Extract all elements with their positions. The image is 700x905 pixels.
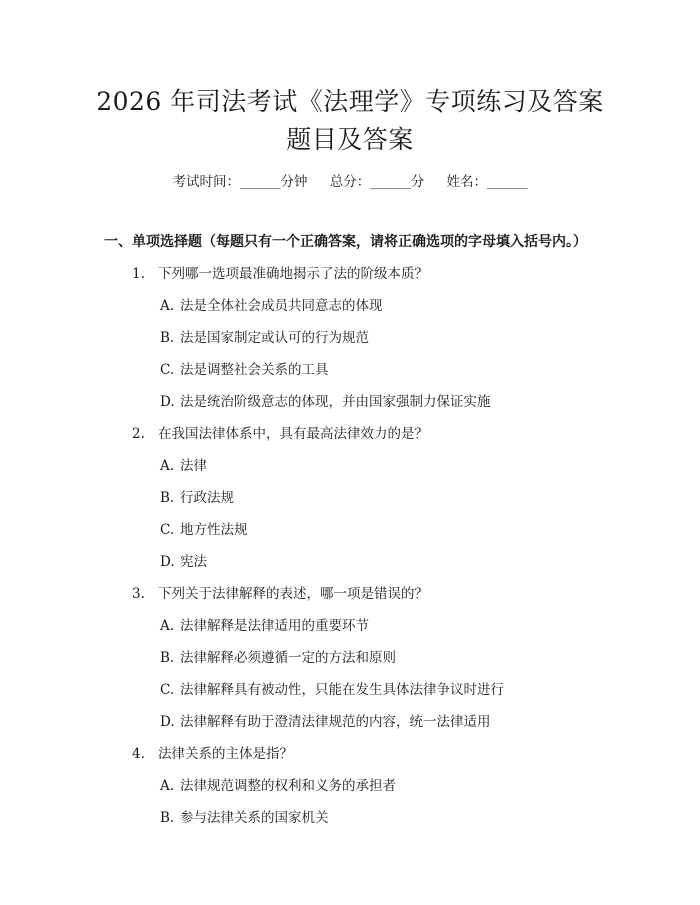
question bbox=[132, 582, 428, 602]
option-letter: A. bbox=[160, 778, 175, 794]
option-letter: A. bbox=[160, 298, 175, 314]
option bbox=[160, 518, 248, 538]
option bbox=[160, 454, 207, 474]
question-text: 下列关于法律解释的表述，哪一项是错误的？ bbox=[158, 586, 428, 602]
option-text: 法律 bbox=[180, 458, 207, 474]
option bbox=[160, 358, 329, 378]
option bbox=[160, 614, 369, 634]
exam-score: 总分：______分 bbox=[329, 174, 425, 190]
option bbox=[160, 326, 369, 346]
question-text: 在我国法律体系中，具有最高法律效力的是？ bbox=[158, 426, 428, 442]
question-text: 法律关系的主体是指？ bbox=[158, 746, 293, 762]
option-letter: C. bbox=[160, 522, 175, 538]
question-number: 4. bbox=[132, 746, 145, 762]
option-text: 法是国家制定或认可的行为规范 bbox=[180, 330, 369, 346]
question bbox=[132, 742, 293, 762]
option bbox=[160, 678, 504, 698]
exam-meta bbox=[0, 170, 700, 190]
option bbox=[160, 390, 491, 410]
document-title-line-2: 题目及答案 bbox=[286, 125, 414, 154]
option bbox=[160, 550, 207, 570]
option-text: 地方性法规 bbox=[180, 522, 248, 538]
option bbox=[160, 774, 396, 794]
option bbox=[160, 486, 234, 506]
option-letter: D. bbox=[160, 394, 175, 410]
option-text: 法律解释是法律适用的重要环节 bbox=[180, 618, 369, 634]
exam-time: 考试时间：______分钟 bbox=[172, 174, 308, 190]
option bbox=[160, 294, 383, 314]
option-letter: C. bbox=[160, 362, 175, 378]
document-title-line-1: 2026 年司法考试《法理学》专项练习及答案 bbox=[96, 87, 604, 116]
option-text: 法律规范调整的权利和义务的承担者 bbox=[180, 778, 396, 794]
option-text: 法是调整社会关系的工具 bbox=[180, 362, 329, 378]
option-letter: D. bbox=[160, 554, 175, 570]
option bbox=[160, 646, 396, 666]
option bbox=[160, 806, 329, 826]
option-text: 法律解释有助于澄清法律规范的内容，统一法律适用 bbox=[180, 714, 491, 730]
option-letter: C. bbox=[160, 682, 175, 698]
option-text: 法律解释必须遵循一定的方法和原则 bbox=[180, 650, 396, 666]
question-number: 3. bbox=[132, 586, 145, 602]
option-text: 法律解释具有被动性，只能在发生具体法律争议时进行 bbox=[180, 682, 504, 698]
question-text: 下列哪一选项最准确地揭示了法的阶级本质？ bbox=[158, 266, 428, 282]
option-letter: A. bbox=[160, 618, 175, 634]
option-letter: B. bbox=[160, 490, 175, 506]
option-letter: B. bbox=[160, 330, 175, 346]
option-letter: D. bbox=[160, 714, 175, 730]
option-text: 法是全体社会成员共同意志的体现 bbox=[180, 298, 383, 314]
section-title: 一、单项选择题（每题只有一个正确答案，请将正确选项的字母填入括号内。） bbox=[104, 234, 587, 250]
option-letter: A. bbox=[160, 458, 175, 474]
option-text: 参与法律关系的国家机关 bbox=[180, 810, 329, 826]
option-letter: B. bbox=[160, 810, 175, 826]
question bbox=[132, 262, 428, 282]
question bbox=[132, 422, 428, 442]
exam-name: 姓名：______ bbox=[446, 174, 528, 190]
option-letter: B. bbox=[160, 650, 175, 666]
option-text: 宪法 bbox=[180, 554, 207, 570]
option-text: 行政法规 bbox=[180, 490, 234, 506]
question-number: 1. bbox=[132, 266, 145, 282]
question-number: 2. bbox=[132, 426, 145, 442]
option-text: 法是统治阶级意志的体现，并由国家强制力保证实施 bbox=[180, 394, 491, 410]
option bbox=[160, 710, 491, 730]
